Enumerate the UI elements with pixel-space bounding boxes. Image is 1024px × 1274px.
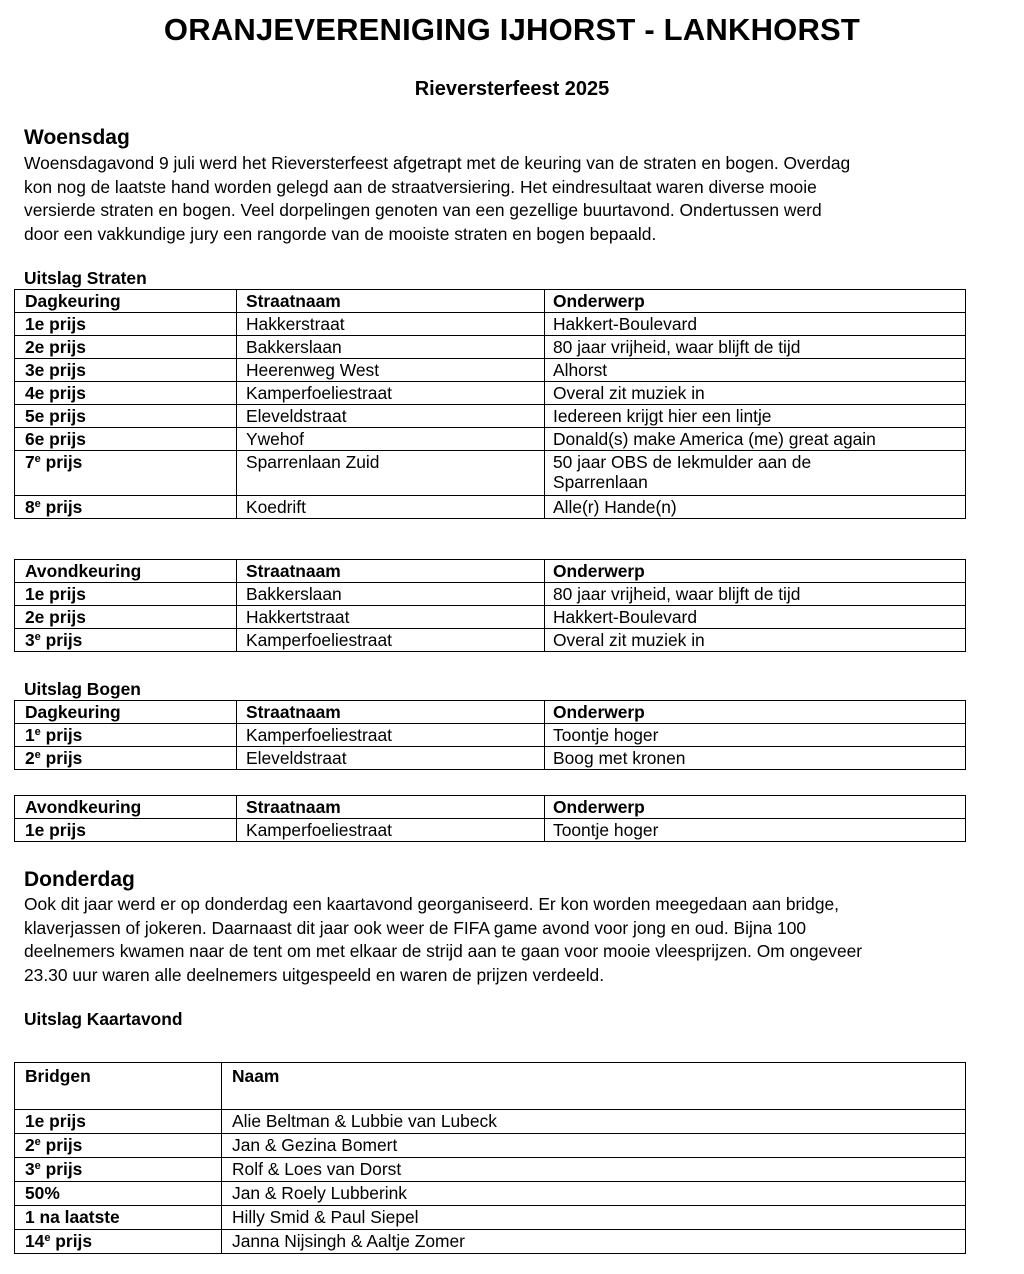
table-row [15,583,966,606]
table-row [15,629,966,652]
subject-cell: Donald(s) make America (me) great again [545,428,966,451]
rank-cell: 2e prijs [15,606,237,629]
rank-number: 7 [25,452,35,472]
bogen-avondkeuring-table [14,795,966,842]
table-header-row [15,1063,966,1110]
rank-cell [15,1158,222,1182]
rank-word: prijs [40,630,83,650]
paragraph-line: deelnemers kwamen naar de tent om met elkaar de strijd aan te gaan voor mooie vleesprijzen. Om ongeveer [24,941,863,961]
column-header: Avondkeuring [15,560,237,583]
subject-cell: 80 jaar vrijheid, waar blijft de tijd [545,583,966,606]
rank-suffix: e [34,749,41,761]
street-cell: Eleveldstraat [237,405,545,428]
column-header: Avondkeuring [15,796,237,819]
column-header: Straatnaam [237,796,545,819]
table-row [15,1230,966,1254]
table-row [15,606,966,629]
column-header: Dagkeuring [15,290,237,313]
column-header: Dagkeuring [15,701,237,724]
table-row [15,428,966,451]
rank-number: 14 [25,1231,45,1251]
table-row [15,1206,966,1230]
column-header: Bridgen [15,1063,222,1110]
rank-word: prijs [40,1159,83,1179]
name-cell: Hilly Smid & Paul Siepel [222,1206,966,1230]
subject-cell: Toontje hoger [545,819,966,842]
street-cell: Hakkerstraat [237,313,545,336]
rank-cell [15,1230,222,1254]
column-header: Onderwerp [545,796,966,819]
street-cell: Hakkertstraat [237,606,545,629]
rank-suffix: e [34,631,41,643]
name-cell: Alie Beltman & Lubbie van Lubeck [222,1110,966,1134]
table-row [15,1110,966,1134]
subject-line: 50 jaar OBS de Iekmulder aan de [553,452,812,472]
rank-word: prijs [40,725,83,745]
paragraph-line: door een vakkundige jury een rangorde van de mooiste straten en bogen bepaald. [24,223,657,244]
name-cell: Jan & Gezina Bomert [222,1134,966,1158]
document-title: ORANJEVERENIGING IJHORST - LANKHORST [163,12,861,47]
paragraph-line: Woensdagavond 9 juli werd het Rieversterfeest afgetrapt met de keuring van de straten en bogen. Overdag [24,153,851,173]
street-cell: Bakkerslaan [237,583,545,606]
table-header-row [15,290,966,313]
rank-cell: 1e prijs [15,583,237,606]
table-row [15,405,966,428]
street-cell: Kamperfoeliestraat [237,819,545,842]
rank-word: prijs [40,452,83,472]
rank-cell: 1 na laatste [15,1206,222,1230]
table-row [15,1134,966,1158]
street-cell: Ywehof [237,428,545,451]
rank-cell: 50% [15,1182,222,1206]
rank-cell [15,747,237,770]
rank-cell [15,496,237,519]
rank-word: prijs [50,1231,93,1251]
rank-suffix: e [34,498,41,510]
paragraph-line: kon nog de laatste hand worden gelegd aan de straatversiering. Het eindresultaat waren diverse mooie [24,176,817,197]
rank-number: 3 [25,1159,35,1179]
subject-cell: Alle(r) Hande(n) [545,496,966,519]
column-header: Straatnaam [237,701,545,724]
column-header: Onderwerp [545,701,966,724]
rank-number: 8 [25,497,35,517]
subject-cell: Alhorst [545,359,966,382]
paragraph-line: Ook dit jaar werd er op donderdag een kaartavond georganiseerd. Er kon worden meegedaan aan bridge, [24,894,839,914]
street-cell: Kamperfoeliestraat [237,724,545,747]
uitslag-straten-label: Uitslag Straten [24,268,147,288]
rank-cell: 6e prijs [15,428,237,451]
column-header: Onderwerp [545,290,966,313]
rank-suffix: e [44,1232,51,1244]
table-header-row [15,796,966,819]
table-row [15,1158,966,1182]
street-cell: Bakkerslaan [237,336,545,359]
table-row [15,336,966,359]
table-row [15,724,966,747]
subject-cell: Iedereen krijgt hier een lintje [545,405,966,428]
bogen-dagkeuring-table [14,700,966,770]
column-header: Onderwerp [545,560,966,583]
table-header-row [15,701,966,724]
table-row [15,313,966,336]
rank-cell: 4e prijs [15,382,237,405]
subject-cell: Overal zit muziek in [545,629,966,652]
table-row [15,747,966,770]
rank-cell: 1e prijs [15,819,237,842]
column-header: Straatnaam [237,290,545,313]
section-heading-woensdag: Woensdag [24,126,130,149]
rank-cell [15,1134,222,1158]
kaartavond-table [14,1062,966,1254]
paragraph-line: 23.30 uur waren alle deelnemers uitgespeeld en waren de prijzen verdeeld. [24,964,605,985]
table-row [15,359,966,382]
street-cell: Kamperfoeliestraat [237,382,545,405]
straten-dagkeuring-table [14,289,966,519]
rank-number: 2 [25,1135,35,1155]
table-header-row [15,560,966,583]
rank-cell: 2e prijs [15,336,237,359]
table-row [15,451,966,496]
table-row [15,382,966,405]
street-cell: Eleveldstraat [237,747,545,770]
paragraph-line: klaverjassen of jokeren. Daarnaast dit jaar ook weer de FIFA game avond voor jong en oud. Bijna 100 [24,917,807,938]
rank-suffix: e [34,1136,41,1148]
subject-cell: Overal zit muziek in [545,382,966,405]
name-cell: Janna Nijsingh & Aaltje Zomer [222,1230,966,1254]
rank-cell: 5e prijs [15,405,237,428]
section-heading-donderdag: Donderdag [24,868,135,891]
rank-cell [15,451,237,496]
donderdag-paragraph [24,893,999,987]
rank-number: 1 [25,725,35,745]
rank-cell: 1e prijs [15,1110,222,1134]
woensdag-paragraph [24,152,999,246]
subject-cell: Hakkert-Boulevard [545,606,966,629]
rank-word: prijs [40,1135,83,1155]
subject-cell [545,451,966,496]
document-subtitle: Rieversterfeest 2025 [414,78,610,100]
rank-cell: 1e prijs [15,313,237,336]
rank-number: 2 [25,748,35,768]
subject-cell: Boog met kronen [545,747,966,770]
name-cell: Rolf & Loes van Dorst [222,1158,966,1182]
subject-cell: Hakkert-Boulevard [545,313,966,336]
street-cell: Kamperfoeliestraat [237,629,545,652]
rank-word: prijs [40,497,83,517]
table-row [15,496,966,519]
paragraph-line: versierde straten en bogen. Veel dorpelingen genoten van een gezellige buurtavond. Ondertussen werd [24,200,822,220]
rank-suffix: e [34,453,41,465]
straten-avondkeuring-table [14,559,966,652]
subject-cell: 80 jaar vrijheid, waar blijft de tijd [545,336,966,359]
name-cell: Jan & Roely Lubberink [222,1182,966,1206]
rank-number: 3 [25,630,35,650]
column-header: Naam [222,1063,966,1110]
rank-cell [15,629,237,652]
uitslag-kaartavond-label: Uitslag Kaartavond [24,1009,183,1029]
column-header: Straatnaam [237,560,545,583]
rank-suffix: e [34,1160,41,1172]
uitslag-bogen-label: Uitslag Bogen [24,679,141,699]
street-cell: Sparrenlaan Zuid [237,451,545,496]
table-row [15,819,966,842]
rank-cell [15,724,237,747]
rank-cell: 3e prijs [15,359,237,382]
table-row [15,1182,966,1206]
subject-cell: Toontje hoger [545,724,966,747]
rank-suffix: e [34,726,41,738]
rank-word: prijs [40,748,83,768]
subject-line: Sparrenlaan [553,472,648,492]
street-cell: Koedrift [237,496,545,519]
street-cell: Heerenweg West [237,359,545,382]
